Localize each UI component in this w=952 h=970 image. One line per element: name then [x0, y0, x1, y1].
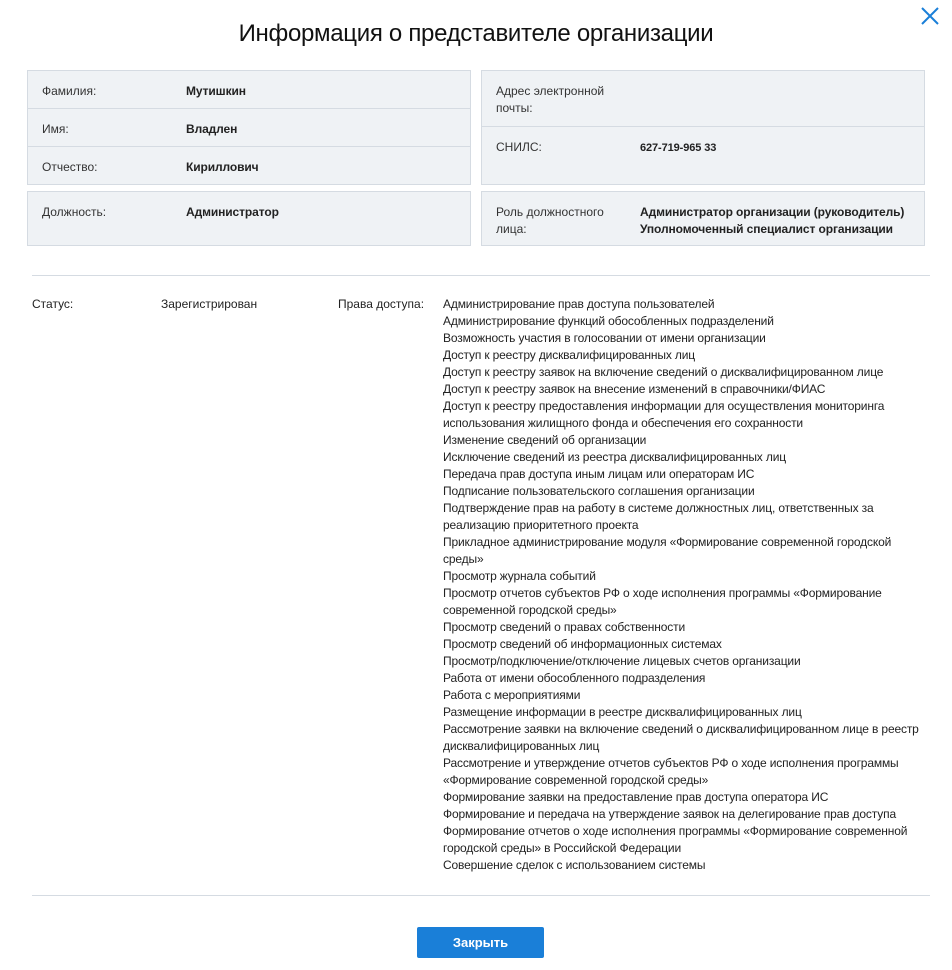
snils-value: 627-719-965 33 — [640, 142, 717, 154]
access-right-item: Рассмотрение заявки на включение сведений о дисквалифицированном лице в реестр дисквалифицированных лиц — [443, 722, 919, 753]
patronymic-row — [28, 147, 470, 184]
patronymic-value: Кириллович — [186, 160, 259, 174]
access-right-item: Администрирование функций обособленных подразделений — [443, 314, 774, 328]
first-name-value: Владлен — [186, 122, 238, 136]
dialog-title: Информация о представителе организации — [238, 20, 714, 47]
access-right-item: Просмотр/подключение/отключение лицевых счетов организации — [443, 654, 801, 668]
position-label: Должность: — [42, 205, 107, 219]
role-value: Уполномоченный специалист организации — [640, 222, 893, 236]
position-row — [28, 192, 470, 245]
snils-row — [482, 127, 924, 184]
position-value: Администратор — [186, 205, 279, 219]
access-rights-list — [443, 296, 933, 874]
first-name-label: Имя: — [42, 122, 69, 136]
access-right-item: Доступ к реестру заявок на включение сведений о дисквалифицированном лице — [443, 365, 884, 379]
access-right-item: Совершение сделок с использованием системы — [443, 858, 706, 872]
role-row — [482, 192, 924, 245]
access-right-item: Доступ к реестру заявок на внесение изменений в справочники/ФИАС — [443, 382, 826, 396]
role-label: Роль должностного лица: — [496, 205, 604, 236]
access-right-item: Доступ к реестру дисквалифицированных лиц — [443, 348, 696, 362]
divider-top — [32, 275, 930, 276]
last-name-label: Фамилия: — [42, 84, 97, 98]
role-panel — [481, 191, 925, 246]
access-right-item: Просмотр журнала событий — [443, 569, 596, 583]
access-right-item: Формирование и передача на утверждение заявок на делегирование прав доступа — [443, 807, 896, 821]
close-button[interactable]: Закрыть — [417, 927, 544, 958]
access-right-item: Формирование заявки на предоставление прав доступа оператора ИС — [443, 790, 829, 804]
access-right-item: Размещение информации в реестре дисквалифицированных лиц — [443, 705, 802, 719]
snils-label: СНИЛС: — [496, 140, 542, 154]
access-right-item: Подтверждение прав на работу в системе должностных лиц, ответственных за реализацию приоритетного проекта — [443, 501, 874, 532]
access-right-item: Просмотр отчетов субъектов РФ о ходе исполнения программы «Формирование современной городской среды» — [443, 586, 882, 617]
name-panel — [27, 70, 471, 185]
last-name-value: Мутишкин — [186, 84, 246, 98]
status-value: Зарегистрирован — [161, 297, 258, 311]
access-right-item: Формирование отчетов о ходе исполнения программы «Формирование современной городской среды» в Российской Федерации — [443, 824, 908, 855]
role-values — [640, 204, 904, 238]
first-name-row — [28, 109, 470, 147]
access-right-item: Прикладное администрирование модуля «Формирование современной городской среды» — [443, 535, 892, 566]
status-label: Статус: — [32, 297, 74, 311]
access-right-item: Подписание пользовательского соглашения организации — [443, 484, 755, 498]
email-label: Адрес электронной почты: — [496, 84, 605, 115]
last-name-row — [28, 71, 470, 109]
access-right-item: Работа с мероприятиями — [443, 688, 581, 702]
access-label: Права доступа: — [338, 297, 425, 311]
access-right-item: Передача прав доступа иным лицам или операторам ИС — [443, 467, 755, 481]
close-icon[interactable] — [918, 4, 942, 28]
access-right-item: Возможность участия в голосовании от имени организации — [443, 331, 766, 345]
access-right-item: Доступ к реестру предоставления информации для осуществления мониторинга использования жилищного фонда и обеспечения его сохранности — [443, 399, 885, 430]
email-row — [482, 71, 924, 127]
access-right-item: Изменение сведений об организации — [443, 433, 647, 447]
position-panel — [27, 191, 471, 246]
role-value: Администратор организации (руководитель) — [640, 205, 905, 219]
access-right-item: Просмотр сведений о правах собственности — [443, 620, 686, 634]
access-right-item: Рассмотрение и утверждение отчетов субъектов РФ о ходе исполнения программы «Формирование современной городской среды» — [443, 756, 899, 787]
access-right-item: Работа от имени обособленного подразделения — [443, 671, 706, 685]
patronymic-label: Отчество: — [42, 160, 98, 174]
contact-panel — [481, 70, 925, 185]
access-right-item: Просмотр сведений об информационных системах — [443, 637, 722, 651]
access-right-item: Администрирование прав доступа пользователей — [443, 297, 715, 311]
divider-bottom — [32, 895, 930, 896]
access-right-item: Исключение сведений из реестра дисквалифицированных лиц — [443, 450, 786, 464]
